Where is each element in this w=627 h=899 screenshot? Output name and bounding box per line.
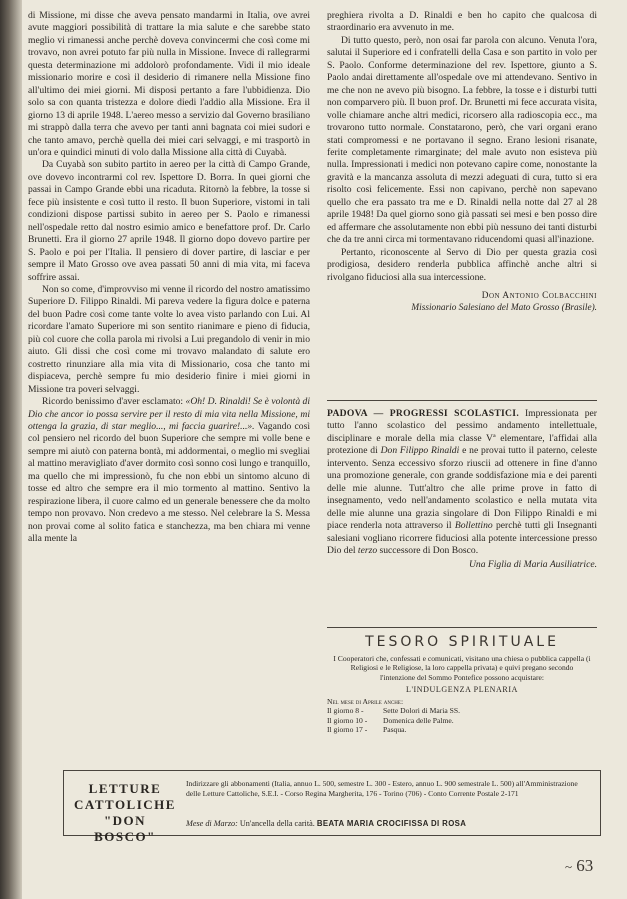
list-item-text: Pasqua. — [383, 725, 407, 735]
paragraph: Di tutto questo, però, non osai far parola con alcuno. Venuta l'ora, salutai il Superiore ed i confratelli della Casa e son partito in volo per S. Paolo. Conforme determinazione del rev. Ispettore, giunto a S. Paolo andai direttamente all'ospedale ove mi attendevano. Sentivo in me che non ne avevo più bisogno. La febbre, la tosse e i disturbi tutti non comparvero più. Il buon prof. Dr. Brunetti mi fece accurata visita, volle chiamare anche altri medici, ricorsero alla radioscopia ecc., ma trovarono tutto normale. Constatarono, però, che vari organi erano stati compromessi e ne portavano il segno. Erano lesioni risanate, ferite completamente rimarginate; del male avuto non esisteva più nulla. Impressionati i medici non potevano capire come, nonostante la gravità e la mancanza assoluta di mezzi adeguati di cura, tutto si era risolto così felicemente. Essi non capivano, perchè non sapevano quello che era passato tra me e D. Rinaldi nella notte dal 27 al 28 aprile 1948! Da quel giorno sono già passati sei mesi e ben posso dire ed affermare che assolutamente non ebbi più nessuno dei tanti disturbi che da tre anni circa mi tormentavano riducendomi quasi all'inazione. — [327, 34, 597, 246]
list-item-day: Il giorno 10 - — [327, 715, 368, 725]
page-number-value: 63 — [576, 856, 594, 875]
list-item — [327, 716, 597, 725]
text-run: Impressionata per tutto l'anno scolastico del pessimo andamento intellettuale, disciplinare e morale della mia classe Vª elementare, l'affidai alla protezione di — [327, 408, 597, 457]
letture-cattoliche-box — [63, 770, 601, 844]
month-title: BEATA MARIA CROCIFISSA DI ROSA — [316, 819, 467, 828]
tesoro-section — [327, 634, 597, 735]
paragraph: Non so come, d'improvviso mi venne il ricordo del nostro amatissimo Superiore D. Filippo Rinaldi. Mi pareva vedere la figura dolce e paterna del buon Padre così come tante volte lo avea visto parlando con Lui. Al ricordare l'amato Superiore mi son sentito rianimare e pieno di fiducia, più col cuore che colla parola mi rivolsi a Lui pregandolo di venir in mio aiuto. Gli dissi che così come mi trovavo malandato di salute ero costretto rinunziare alla mia vita di Missionario, cosa che tanto mi dispiaceva, perchè sempre fu mio desiderio finire i miei giorni in Missione tra poveri selvaggi. — [28, 283, 310, 395]
text-run: e ne provai tutto il paterno, celeste intervento. Senza eccessivo sforzo riuscii ad ottenere in fine d'anno una promozione generale, con grande soddisfazione mia e dei parenti delle mie alunne. Tutt'altro che alle prime prove in fatto di insegnamento, vedo nell'andamento scolastico e nella mutata vita delle mie alunne una grazia singolare di Don Filippo Rinaldi e mi piace renderla nota attraverso il — [327, 445, 597, 532]
list-heading: Nel mese di Aprile anche: — [327, 696, 404, 706]
list-item — [327, 706, 597, 715]
text-run: perchè tutti gli Insegnanti salesiani vogliano ricorrere fiduciosi alla potente intercessione presso Dio del — [327, 520, 597, 556]
text-run: successore di Don Bosco. — [377, 544, 479, 556]
text-run: Bollettino — [454, 520, 493, 532]
text-run: Vagando così col pensiero nel ricordo del buon Superiore che sempre mi volle bene e sempre mi aiutò con paterna bontà, mi addormentai, o meglio mi svegliai al mattino meravigliato d'aver dormito così sonno così lungo e tranquillo, ma quello che mi impressionò, fu che non ebbi un sintomo alcuno di tosse ed altro che sempre era il mio tormento al mattino. Sentivo la respirazione libera, il cuore calmo ed un generale benessere che da molto tempo non provavo. Non credevo a me stesso. Nel celebrare la S. Messa non provai come al solito fatica e stanchezza, ma ben chiara mi venne alla mente la — [28, 420, 310, 545]
padova-section — [327, 408, 597, 572]
text-run: Don Filippo Rinaldi — [380, 445, 460, 457]
page-ornament: ~ — [565, 859, 573, 874]
text-run: Ricordo benissimo d'aver esclamato: — [42, 396, 186, 408]
book-spine-shadow — [0, 0, 22, 899]
list-item-day: Il giorno 17 - — [327, 725, 368, 735]
paragraph: Pertanto, riconoscente al Servo di Dio per questa grazia così prodigiosa, desidero renderla pubblica affinchè anche altri si rivolgano fiduciosi alla sua intercessione. — [327, 246, 597, 283]
section-heading: PADOVA — PROGRESSI SCOLASTICI. — [327, 408, 520, 419]
paragraph — [28, 396, 310, 545]
padova-signature: Una Figlia di Maria Ausiliatrice. — [468, 559, 597, 571]
indulgence-list — [327, 697, 597, 735]
subscription-info: Indirizzare gli abbonamenti (Italia, annuo L. 500, semestre L. 300 - Estero, annuo L. 900 semestrale L. 500) all'Amministrazione delle Letture Cattoliche, S.E.I. - Corso Regina Margherita, 176 - Torino (706) - Conto Corrente Postale 2-171 — [186, 779, 578, 799]
paragraph: preghiera rivolta a D. Rinaldi e ben ho capito che qualcosa di straordinario era avvenuto in me. — [327, 10, 597, 34]
tesoro-subtitle: L'INDULGENZA PLENARIA — [405, 684, 519, 694]
page-number — [565, 856, 593, 876]
signature-name: Don Antonio Colbacchini — [481, 290, 597, 301]
list-item-day: Il giorno 8 - — [327, 706, 364, 716]
text-run: terzo — [357, 544, 378, 556]
month-label: Mese di Marzo: — [186, 819, 238, 828]
paragraph: di Missione, mi disse che aveva pensato mandarmi in Italia, ove avrei avute maggiori possibilità di trattare la mia salute e che sarebbe stato meglio vi rimanessi anche perchè doveva convincermi che così come mi trovavo, non avrei potuto far più nulla in Missione. Invece di rallegrarmi questa determinazione mi addolorò profondamente. Vidi il mio ideale missionario morire e così il desiderio di rimanere nella Missione fino all'ultimo dei miei giorni. Mi disposi pertanto a fare l'ubbidienza. Dio solo sa con quanta tristezza e dolore diedi l'addio alla Missione. Era il giorno 13 di aprile 1948. L'aereo messo a servizio dal Governo brasiliano mi strappò dalla terra che avevo per tanti anni bagnata coi miei sudori e che tanto amavo, perchè quella dei miei cari selvaggi, e mi trasportò in un'ora e quindici minuti di volo dalla Missione alla città di Cuyabà. — [28, 10, 310, 158]
quote-text: «Oh! D. Rinaldi! Se è volontà di Dio che ancor io possa servire per il resto di mia vita nella Missione, mi ottenga la grazia, di star meglio..., mi faccia guarire!...». — [28, 396, 311, 432]
brand-title — [71, 781, 179, 845]
left-column — [28, 10, 310, 545]
signature-role: Missionario Salesiano del Mato Grosso (Brasile). — [411, 303, 597, 314]
list-item-text: Domenica delle Palme. — [383, 715, 454, 725]
list-item — [327, 725, 597, 734]
signature — [327, 290, 597, 315]
month-line — [186, 819, 590, 828]
brand-line: LETTURE — [88, 781, 162, 796]
right-column — [327, 10, 597, 315]
month-text: Un'ancella della carità. — [239, 819, 315, 828]
section-title: TESORO SPIRITUALE — [365, 634, 559, 650]
divider — [327, 627, 597, 628]
brand-line: CATTOLICHE — [74, 797, 176, 812]
brand-line: "DON BOSCO" — [94, 813, 156, 844]
divider — [327, 400, 597, 401]
list-item-text: Sette Dolori di Maria SS. — [383, 706, 460, 716]
paragraph: Da Cuyabà son subito partito in aereo per la città di Campo Grande, ove dovevo incontrarmi col rev. Ispettore D. Borra. In quei giorni che passai in Campo Grande ebbi una ricaduta. Ritornò la febbre, la tosse si fece più insistente e così tutto il resto. Il buon Superiore, vistomi in tali condizioni dispose partissi subito in aereo per S. Paolo e rimanessi nell'ospedale retto dal nostro esimio amico e benefattore prof. Dr. Carlo Brunetti. Era il giorno 27 aprile 1948. Il giorno dopo dovevo partire per S. Paolo e poi per l'Italia. Il pensiero di dover partire, di lasciar e per sempre il Mato Grosso ove avea passati 50 anni di mia vita, mi faceva soffrire assai. — [28, 159, 310, 283]
tesoro-intro: I Cooperatori che, confessati e comunicati, visitano una chiesa o pubblica cappella (i Religiosi e le Religiose, la loro cappella privata) e quivi pregano secondo l'intenzione del Sommo Pontefice possono acquistare: — [333, 654, 591, 682]
